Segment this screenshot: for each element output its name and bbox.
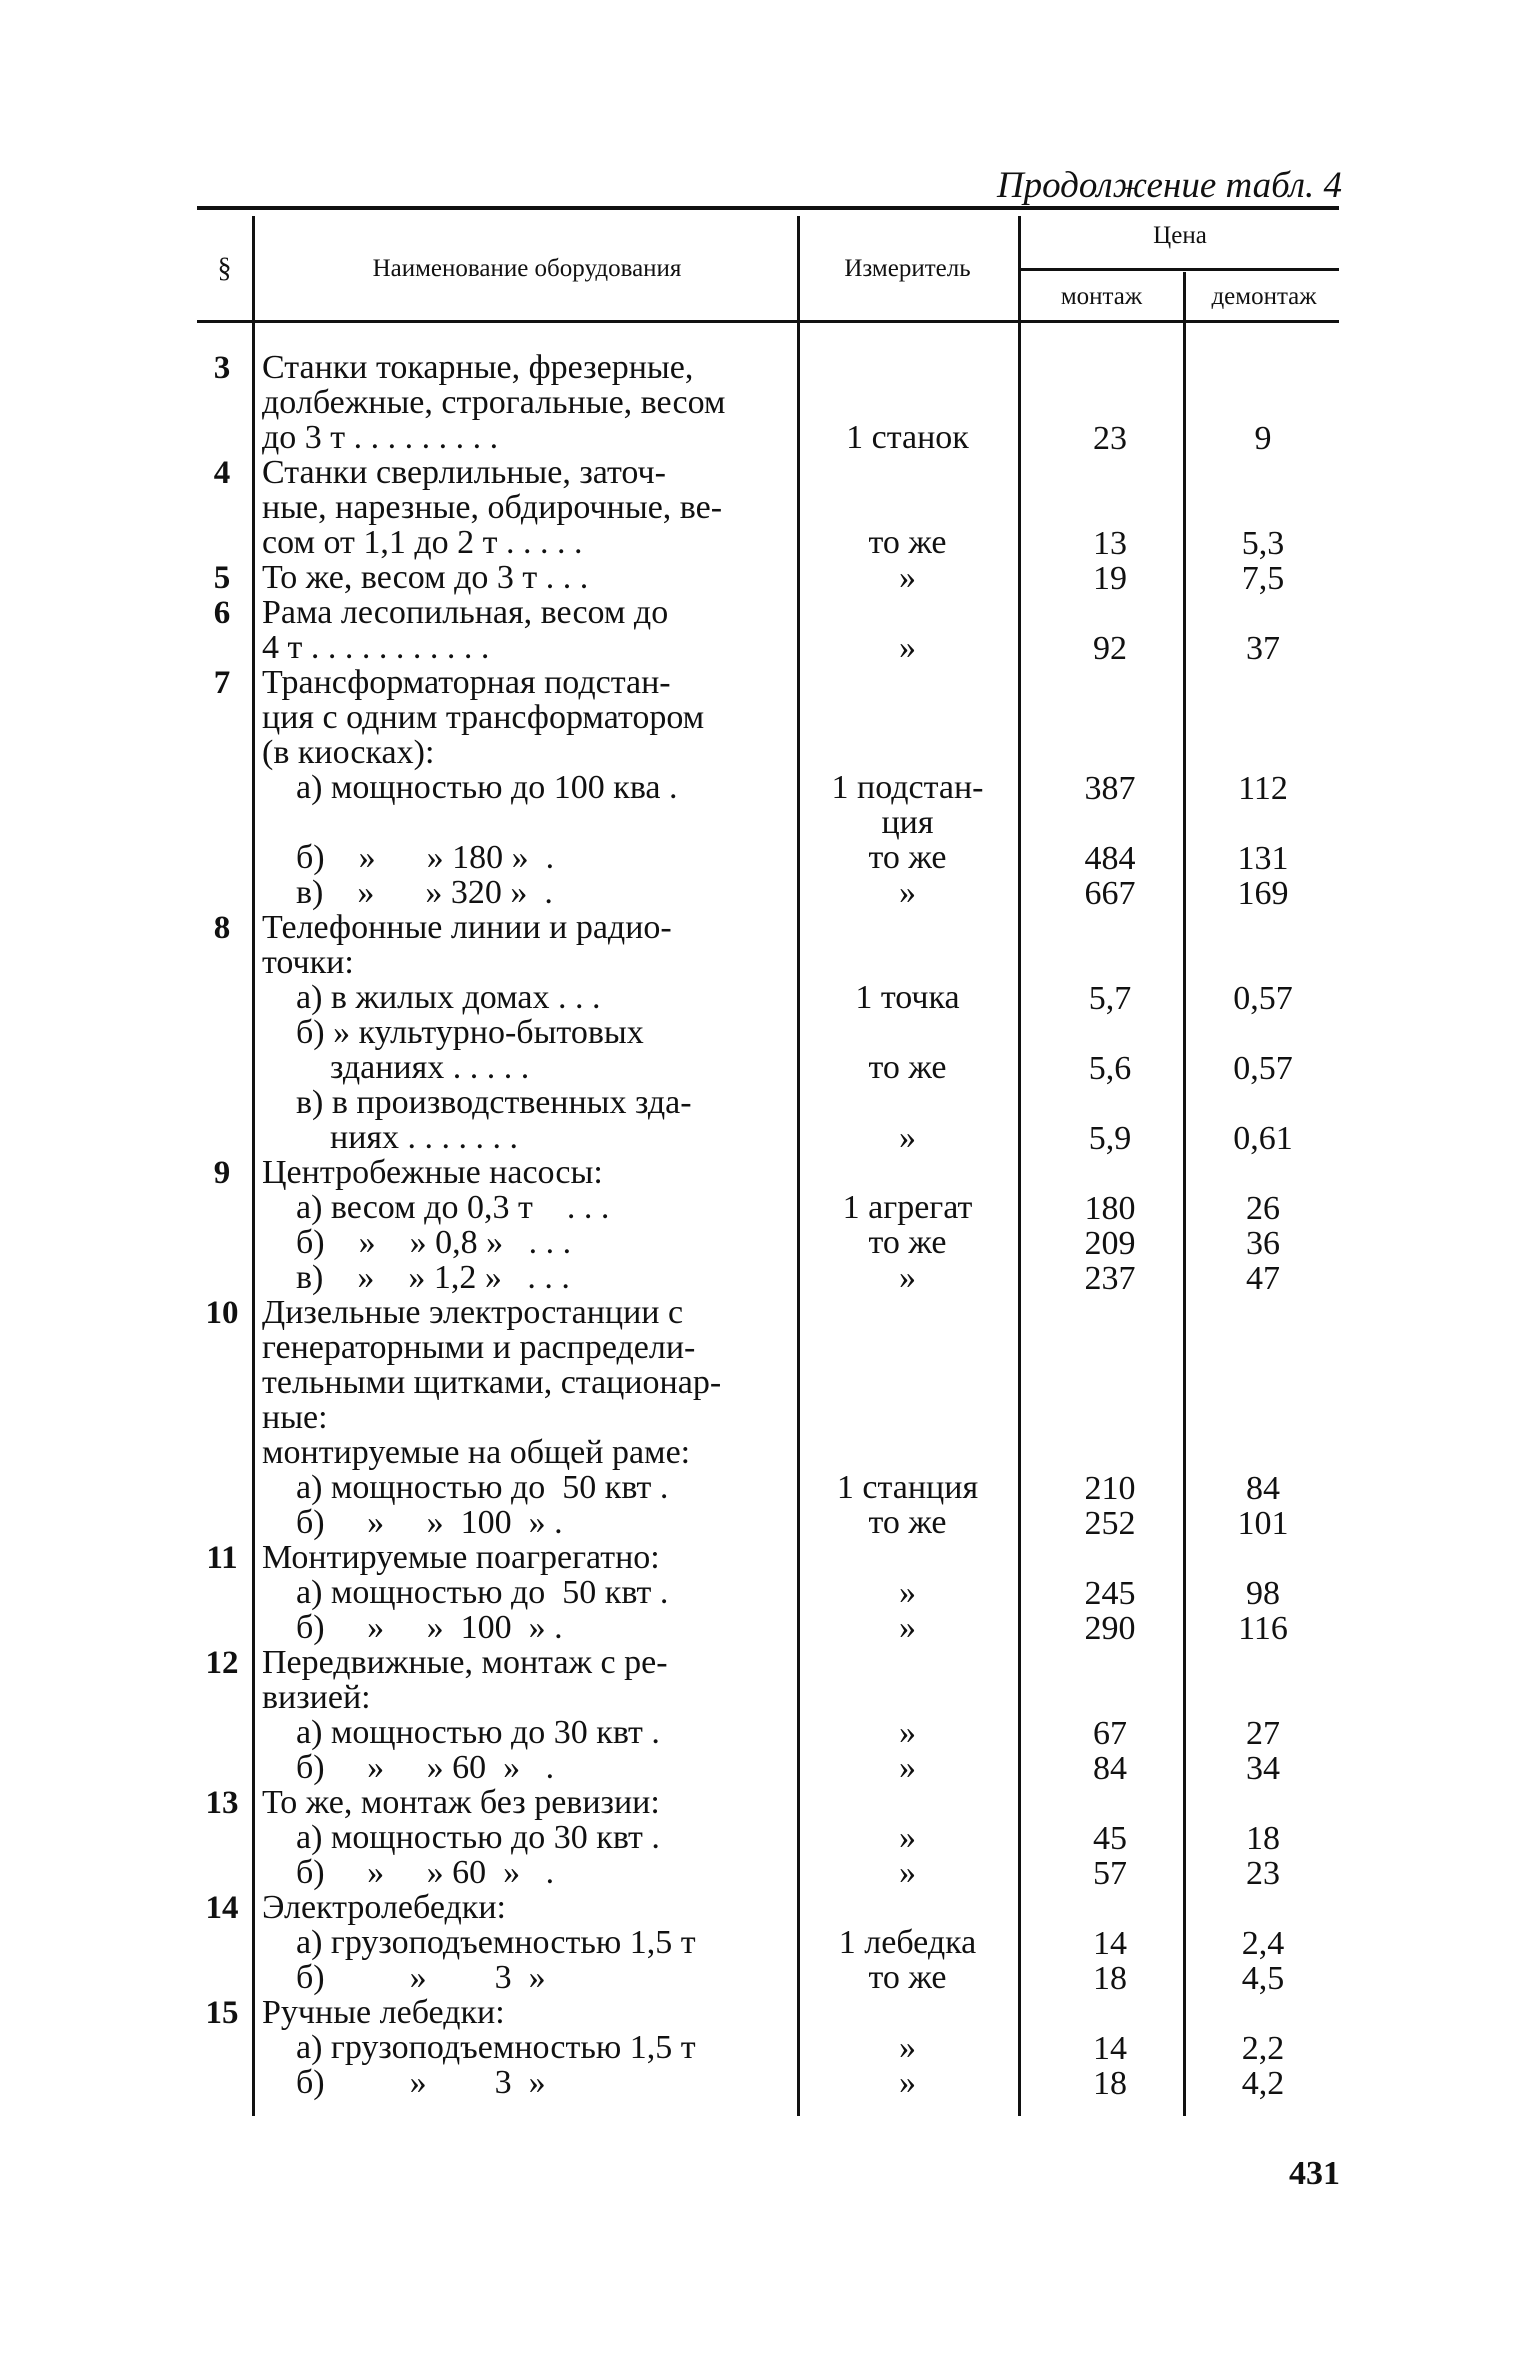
price-install: 18 <box>1093 1960 1127 1997</box>
price-dismantle: 116 <box>1238 1610 1288 1647</box>
unit-measure: 1 точка <box>855 979 960 1016</box>
section-number: 12 <box>205 1645 239 1681</box>
price-install: 14 <box>1093 2030 1127 2067</box>
price-dismantle: 101 <box>1237 1505 1289 1542</box>
equipment-name: а) мощностью до 50 квт . <box>262 1574 669 1611</box>
header-unit: Измеритель <box>844 255 971 282</box>
section-number: 3 <box>213 350 231 386</box>
equipment-name: б) » 3 » <box>262 1959 546 1996</box>
price-dismantle: 4,2 <box>1241 2065 1285 2102</box>
unit-measure: » <box>899 629 916 666</box>
equipment-name: б) » 3 » <box>262 2064 546 2101</box>
price-dismantle: 0,57 <box>1233 1050 1293 1087</box>
unit-measure: 1 лебедка <box>838 1924 977 1961</box>
equipment-name: в) » » 1,2 » . . . <box>262 1259 570 1296</box>
equipment-name: в) » » 320 » . <box>262 874 553 911</box>
price-install: 5,7 <box>1088 980 1132 1017</box>
price-install: 387 <box>1084 770 1136 807</box>
price-dismantle: 0,61 <box>1233 1120 1293 1157</box>
unit-measure: 1 станок <box>846 419 969 456</box>
price-dismantle: 9 <box>1254 420 1272 457</box>
price-install: 92 <box>1093 630 1127 667</box>
table-caption: Продолжение табл. 4 <box>996 165 1342 206</box>
unit-measure: » <box>899 1119 916 1156</box>
equipment-name: Станки токарные, фрезерные, долбежные, строгальные, весом до 3 т . . . . . . . . . <box>262 349 726 456</box>
equipment-name: а) мощностью до 30 квт . <box>262 1819 660 1856</box>
unit-measure: то же <box>868 1049 947 1086</box>
unit-measure: » <box>899 559 916 596</box>
equipment-name: Станки сверлильные, заточ- ные, нарезные, обдирочные, ве- сом от 1,1 до 2 т . . . . . <box>262 454 723 561</box>
price-dismantle: 84 <box>1246 1470 1280 1507</box>
equipment-name: в) в производственных зда- ниях . . . . . . . <box>296 1084 692 1156</box>
equipment-name: Монтируемые поагрегатно: <box>262 1539 660 1576</box>
price-install: 180 <box>1084 1190 1136 1227</box>
section-number: 14 <box>205 1890 239 1926</box>
price-dismantle: 23 <box>1246 1855 1280 1892</box>
price-dismantle: 36 <box>1246 1225 1280 1262</box>
price-install: 57 <box>1093 1855 1127 1892</box>
price-install: 667 <box>1084 875 1136 912</box>
header-dismantle: демонтаж <box>1211 283 1317 310</box>
equipment-name: б) » » 100 » . <box>262 1504 563 1541</box>
price-install: 19 <box>1093 560 1127 597</box>
price-install: 84 <box>1093 1750 1127 1787</box>
unit-measure: 1 станция <box>836 1469 979 1506</box>
header-price: Цена <box>1153 222 1207 249</box>
price-dismantle: 18 <box>1246 1820 1280 1857</box>
equipment-name: Рама лесопильная, весом до 4 т . . . . . . . . . . . <box>262 594 669 666</box>
table-header-rule <box>197 320 1339 323</box>
price-install: 209 <box>1084 1225 1136 1262</box>
price-dismantle: 98 <box>1246 1575 1280 1612</box>
price-install: 5,9 <box>1088 1120 1132 1157</box>
price-install: 210 <box>1084 1470 1136 1507</box>
equipment-name: То же, монтаж без ревизии: <box>262 1784 660 1821</box>
unit-measure: » <box>899 2064 916 2101</box>
price-dismantle: 5,3 <box>1241 525 1285 562</box>
equipment-name: б) » » 60 » . <box>262 1854 555 1891</box>
section-number: 5 <box>213 560 231 596</box>
section-number: 4 <box>213 455 231 491</box>
equipment-name: б) » культурно-бытовых зданиях . . . . . <box>296 1014 644 1086</box>
price-dismantle: 37 <box>1246 630 1280 667</box>
column-divider <box>252 216 255 2116</box>
table-top-rule <box>197 206 1339 210</box>
unit-measure: » <box>899 2029 916 2066</box>
unit-measure: » <box>899 1819 916 1856</box>
price-dismantle: 0,57 <box>1233 980 1293 1017</box>
section-number: 10 <box>205 1295 239 1331</box>
header-section: § <box>217 253 232 284</box>
section-number: 6 <box>213 595 231 631</box>
section-number: 7 <box>213 665 231 701</box>
equipment-name: а) мощностью до 30 квт . <box>262 1714 660 1751</box>
section-number: 11 <box>206 1540 238 1576</box>
price-install: 18 <box>1093 2065 1127 2102</box>
price-install: 14 <box>1093 1925 1127 1962</box>
price-install: 5,6 <box>1088 1050 1132 1087</box>
unit-measure: то же <box>868 524 947 561</box>
section-number: 15 <box>205 1995 239 2031</box>
price-install: 237 <box>1084 1260 1136 1297</box>
price-dismantle: 2,2 <box>1241 2030 1285 2067</box>
equipment-name: Трансформаторная подстан- ция с одним трансформатором (в киосках): <box>262 664 705 771</box>
unit-measure: то же <box>868 1959 947 1996</box>
equipment-name: а) мощностью до 50 квт . <box>262 1469 669 1506</box>
unit-measure: 1 агрегат <box>842 1189 973 1226</box>
equipment-name: б) » » 180 » . <box>262 839 555 876</box>
price-dismantle: 112 <box>1238 770 1288 807</box>
equipment-name: Дизельные электростанции с генераторными и распредели- тельными щитками, стационар- ные: монтируемые на общей раме: <box>262 1294 722 1471</box>
price-install: 67 <box>1093 1715 1127 1752</box>
price-install: 13 <box>1093 525 1127 562</box>
price-install: 290 <box>1084 1610 1136 1647</box>
price-install: 252 <box>1084 1505 1136 1542</box>
price-dismantle: 26 <box>1246 1190 1280 1227</box>
unit-measure: то же <box>868 1504 947 1541</box>
price-dismantle: 47 <box>1246 1260 1280 1297</box>
unit-measure: то же <box>868 839 947 876</box>
price-dismantle: 34 <box>1246 1750 1280 1787</box>
equipment-name: Ручные лебедки: <box>262 1994 505 2031</box>
price-dismantle: 27 <box>1246 1715 1280 1752</box>
equipment-name: а) мощностью до 100 ква . <box>262 769 678 806</box>
unit-measure: » <box>899 1749 916 1786</box>
equipment-name: То же, весом до 3 т . . . <box>262 559 589 596</box>
equipment-name: Центробежные насосы: <box>262 1154 603 1191</box>
unit-measure: то же <box>868 1224 947 1261</box>
unit-measure: » <box>899 1854 916 1891</box>
price-install: 484 <box>1084 840 1136 877</box>
equipment-name: Телефонные линии и радио- точки: <box>262 909 672 981</box>
unit-measure: » <box>899 874 916 911</box>
header-name: Наименование оборудования <box>372 255 682 282</box>
unit-measure: » <box>899 1574 916 1611</box>
equipment-name: а) в жилых домах . . . <box>262 979 601 1016</box>
unit-measure: » <box>899 1609 916 1646</box>
equipment-name: б) » » 100 » . <box>262 1609 563 1646</box>
price-subheader-rule <box>1018 268 1339 271</box>
equipment-name: б) » » 0,8 » . . . <box>262 1224 572 1261</box>
price-dismantle: 169 <box>1237 875 1289 912</box>
equipment-name: б) » » 60 » . <box>262 1749 555 1786</box>
price-install: 245 <box>1084 1575 1136 1612</box>
equipment-name: Электролебедки: <box>262 1889 506 1926</box>
equipment-name: Передвижные, монтаж с ре- визией: <box>262 1644 668 1716</box>
price-install: 45 <box>1093 1820 1127 1857</box>
equipment-name: а) грузоподъемностью 1,5 т <box>262 1924 696 1961</box>
equipment-name: а) грузоподъемностью 1,5 т <box>262 2029 696 2066</box>
section-number: 8 <box>213 910 231 946</box>
unit-measure: » <box>899 1259 916 1296</box>
section-number: 13 <box>205 1785 239 1821</box>
page-number: 431 <box>1289 2155 1340 2192</box>
header-install: монтаж <box>1060 283 1143 310</box>
unit-measure: » <box>899 1714 916 1751</box>
price-dismantle: 7,5 <box>1241 560 1285 597</box>
section-number: 9 <box>213 1155 231 1191</box>
unit-measure: 1 подстан- ция <box>831 769 984 841</box>
equipment-name: а) весом до 0,3 т . . . <box>262 1189 610 1226</box>
price-dismantle: 2,4 <box>1241 1925 1285 1962</box>
price-install: 23 <box>1093 420 1127 457</box>
price-dismantle: 4,5 <box>1241 1960 1285 1997</box>
price-dismantle: 131 <box>1237 840 1289 877</box>
